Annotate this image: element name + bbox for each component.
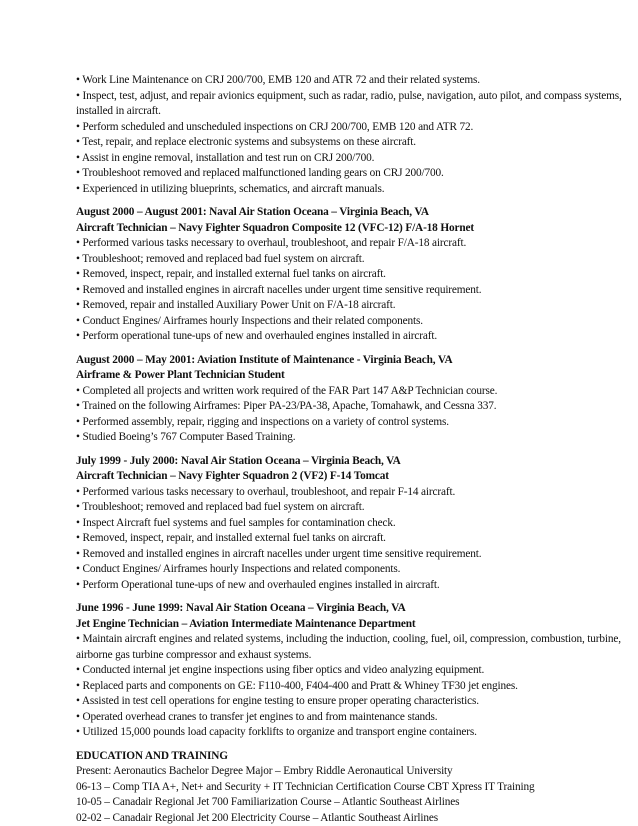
list-item: • Conducted internal jet engine inspections using fiber optics and video analyzing equipment.	[76, 664, 485, 676]
list-item: • Troubleshoot; removed and replaced bad fuel system on aircraft.	[76, 252, 365, 265]
section-heading: EDUCATION AND TRAINING	[76, 749, 228, 762]
job-entry-aviation-institute	[76, 353, 632, 446]
list-item: • Utilized 15,000 pounds load capacity forklifts to organize and transport engine containers.	[76, 726, 477, 738]
list-item: • Inspect Aircraft fuel systems and fuel samples for contamination check.	[76, 516, 396, 529]
job-title: Jet Engine Technician – Aviation Intermediate Maintenance Department	[76, 617, 416, 630]
list-item: • Perform operational tune-ups of new and overhauled engines installed in aircraft.	[76, 330, 438, 342]
list-item: • Troubleshoot; removed and replaced bad fuel system on aircraft.	[76, 501, 365, 513]
list-item: • Performed various tasks necessary to overhaul, troubleshoot, and repair F-14 aircraft.	[76, 485, 456, 498]
job-heading: August 2000 – May 2001: Aviation Institute of Maintenance - Virginia Beach, VA	[76, 353, 453, 366]
list-item: • Assist in engine removal, installation and test run on CRJ 200/700.	[76, 151, 375, 164]
intro-bullet-list	[76, 73, 632, 197]
job-entry-aimd	[76, 601, 632, 741]
list-item: • Inspect, test, adjust, and repair avionics equipment, such as radar, radio, pulse, navigation, auto pilot, and compass systems, installed in aircraft.	[76, 89, 622, 117]
list-item: • Studied Boeing’s 767 Computer Based Training.	[76, 431, 296, 443]
list-item: • Removed, inspect, repair, and installed external fuel tanks on aircraft.	[76, 532, 386, 544]
list-item: • Conduct Engines/ Airframes hourly Inspections and related components.	[76, 563, 401, 575]
job-entry-vfc12	[76, 205, 632, 345]
list-item: • Conduct Engines/ Airframes hourly Inspections and their related components.	[76, 314, 423, 327]
list-item: • Performed various tasks necessary to overhaul, troubleshoot, and repair F/A-18 aircraft.	[76, 237, 467, 249]
list-item: • Test, repair, and replace electronic systems and subsystems on these aircraft.	[76, 136, 416, 148]
job-heading: July 1999 - July 2000: Naval Air Station Oceana – Virginia Beach, VA	[76, 454, 401, 467]
list-item: 10-05 – Canadair Regional Jet 700 Familiarization Course – Atlantic Southeast Airlines	[76, 796, 460, 808]
list-item: • Removed and installed engines in aircraft nacelles under urgent time sensitive requirement.	[76, 547, 482, 560]
list-item: • Work Line Maintenance on CRJ 200/700, EMB 120 and ATR 72 and their related systems.	[76, 74, 480, 86]
job-entry-vf2	[76, 454, 632, 594]
list-item: 02-02 – Canadair Regional Jet 200 Electricity Course – Atlantic Southeast Airlines	[76, 811, 438, 824]
list-item: • Trained on the following Airframes: Piper PA-23/PA-38, Apache, Tomahawk, and Cessna 337.	[76, 400, 497, 412]
list-item: • Perform Operational tune-ups of new and overhauled engines installed in aircraft.	[76, 578, 440, 591]
job-title: Aircraft Technician – Navy Fighter Squadron 2 (VF2) F-14 Tomcat	[76, 470, 389, 482]
list-item: • Removed and installed engines in aircraft nacelles under urgent time sensitive requirement.	[76, 283, 482, 296]
list-item: • Perform scheduled and unscheduled inspections on CRJ 200/700, EMB 120 and ATR 72.	[76, 120, 474, 133]
list-item: Present: Aeronautics Bachelor Degree Major – Embry Riddle Aeronautical University	[76, 765, 453, 777]
list-item: • Maintain aircraft engines and related systems, including the induction, cooling, fuel, oil, compression, combustion, turbine, airborne gas turbine compressor and exhaust systems.	[76, 633, 621, 661]
list-item: • Troubleshoot removed and replaced malfunctioned landing gears on CRJ 200/700.	[76, 167, 444, 179]
list-item: • Replaced parts and components on GE: F110-400, F404-400 and Pratt & Whiney TF30 jet engines.	[76, 679, 518, 692]
list-item: • Removed, repair and installed Auxiliary Power Unit on F/A-18 aircraft.	[76, 299, 396, 311]
list-item: • Completed all projects and written work required of the FAR Part 147 A&P Technician course.	[76, 384, 498, 397]
list-item: 06-13 – Comp TIA A+, Net+ and Security + IT Technician Certification Course CBT Xpress IT Training	[76, 780, 535, 793]
education-section	[76, 749, 632, 826]
list-item: • Experienced in utilizing blueprints, schematics, and aircraft manuals.	[76, 182, 385, 195]
list-item: • Removed, inspect, repair, and installed external fuel tanks on aircraft.	[76, 268, 386, 280]
job-heading: June 1996 - June 1999: Naval Air Station Oceana – Virginia Beach, VA	[76, 602, 406, 614]
job-heading: August 2000 – August 2001: Naval Air Station Oceana – Virginia Beach, VA	[76, 206, 429, 218]
job-title: Aircraft Technician – Navy Fighter Squadron Composite 12 (VFC-12) F/A-18 Hornet	[76, 221, 474, 234]
list-item: • Operated overhead cranes to transfer jet engines to and from maintenance stands.	[76, 710, 438, 723]
list-item: • Assisted in test cell operations for engine testing to ensure proper operating characteristics.	[76, 695, 479, 707]
list-item: • Performed assembly, repair, rigging and inspections on a variety of control systems.	[76, 415, 449, 428]
resume-page	[76, 73, 632, 826]
job-title: Airframe & Power Plant Technician Student	[76, 369, 285, 381]
